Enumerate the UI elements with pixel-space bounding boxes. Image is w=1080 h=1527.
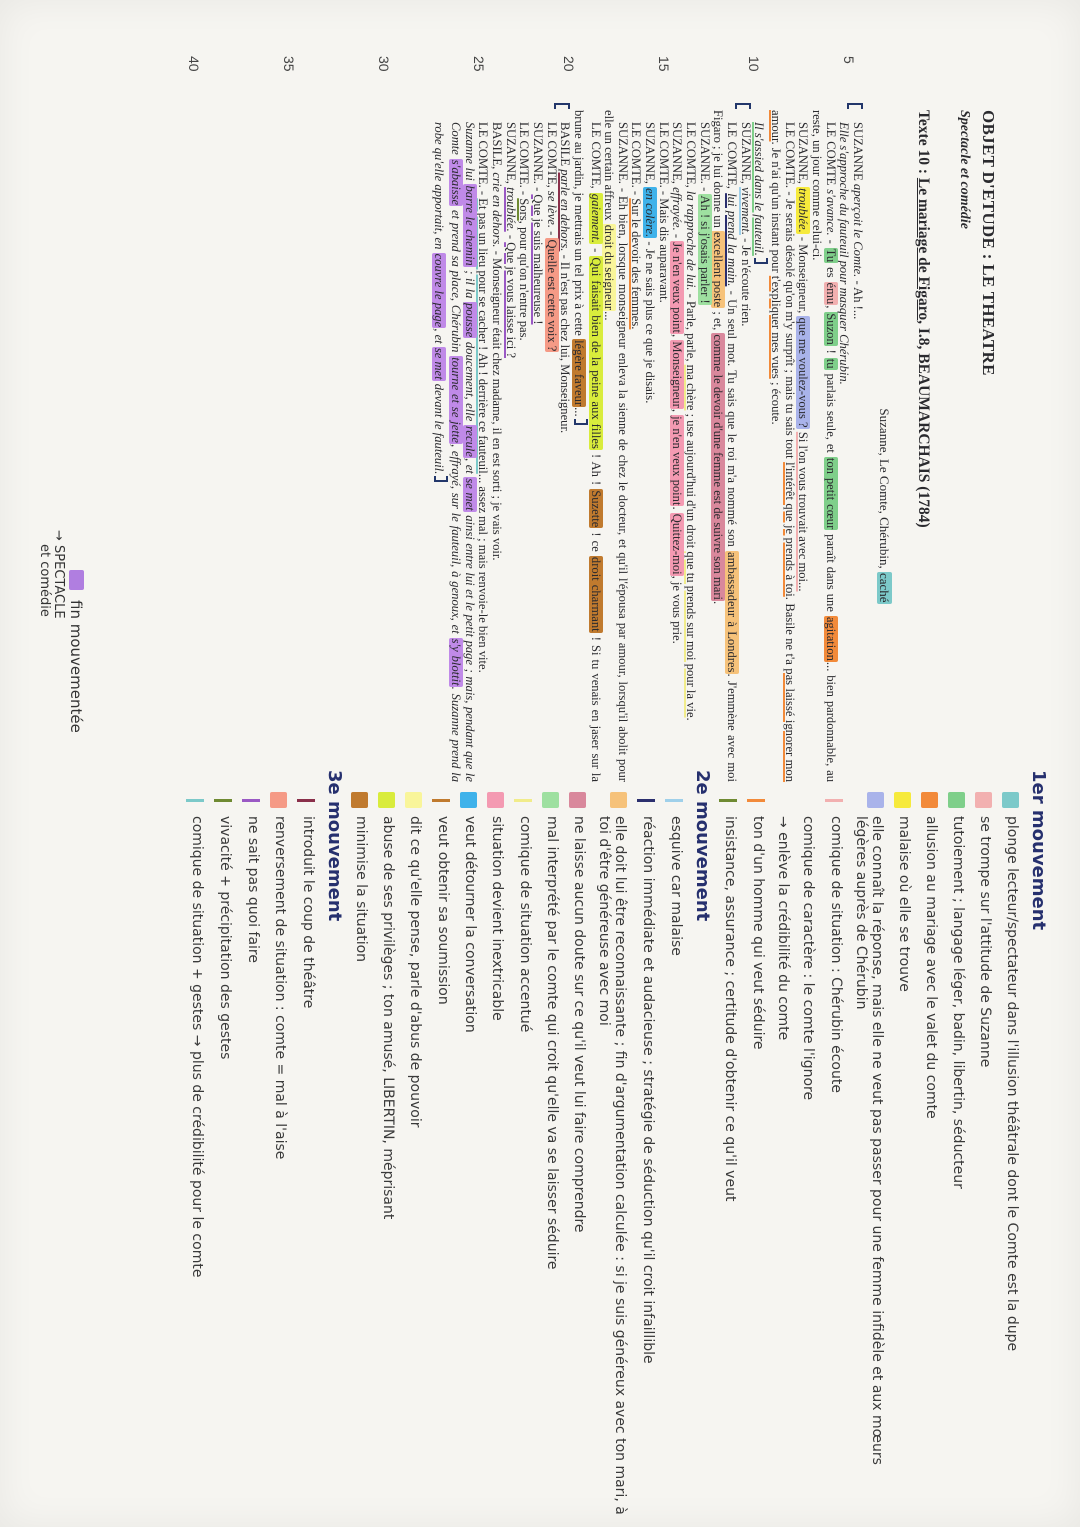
play-excerpt bbox=[432, 110, 998, 782]
highlighted-text: s'abaisse bbox=[448, 159, 463, 206]
highlighted-text: Je n'en veux point bbox=[670, 242, 685, 334]
text-segment: SUZANNE bbox=[851, 122, 865, 184]
note-text: plonge lecteur/spectateur dans l'illusion théâtrale dont le Comte est la dupe bbox=[1004, 816, 1020, 1352]
color-swatch-icon bbox=[405, 792, 423, 808]
highlighted-text: excellent poste bbox=[711, 232, 726, 308]
dialogue-paragraph bbox=[711, 110, 738, 782]
highlighted-text: couvre le page bbox=[432, 253, 447, 328]
color-line-icon bbox=[514, 792, 533, 808]
dialogue-paragraph bbox=[530, 110, 544, 782]
text-segment: . bbox=[670, 506, 685, 513]
note-item bbox=[948, 792, 966, 1517]
color-line-icon bbox=[297, 792, 316, 808]
text-segment: ! Ah ! bbox=[588, 449, 603, 490]
highlighted-text: pousse bbox=[462, 303, 477, 338]
highlighted-text: Quittez-moi bbox=[670, 513, 685, 575]
text-segment: , pour qu'on n'entre pas. bbox=[517, 220, 532, 341]
dialogue-paragraph bbox=[850, 110, 864, 782]
text-segment: se lève. bbox=[544, 190, 559, 228]
line-number: 20 bbox=[561, 56, 577, 72]
note-text: situation devient inextricable bbox=[489, 816, 505, 1021]
underlined-text: lui prend la main. bbox=[725, 193, 740, 287]
note-text: comique de situation accentué bbox=[517, 816, 533, 1033]
ending-arrow-text: → SPECTACLE bbox=[51, 530, 66, 619]
text-segment: la rapproche de lui. bbox=[684, 190, 699, 291]
characters-hidden: caché bbox=[877, 572, 892, 603]
note-text: introduit le coup de théâtre bbox=[300, 816, 316, 1009]
text-segment: SUZANNE, bbox=[503, 122, 518, 188]
color-swatch-icon bbox=[894, 792, 912, 808]
text-segment: aperçoit le Comte. bbox=[851, 183, 865, 278]
underlined-text: Que je vous laisse ici ? bbox=[503, 242, 518, 358]
document-subtitle: Spectacle et comédie bbox=[957, 110, 972, 229]
text-segment: - Parle, parle, bbox=[684, 290, 699, 365]
text-segment: - Je n'écoute rien. bbox=[738, 234, 753, 327]
highlighted-text: ému bbox=[823, 282, 838, 305]
ending-label: fin mouvementée bbox=[67, 600, 85, 733]
line-number: 25 bbox=[471, 56, 487, 72]
note-item bbox=[432, 792, 451, 1517]
text-segment: LE COMTE. - bbox=[629, 122, 644, 199]
note-text: réaction immédiate et audacieuse ; stratégie de séduction qu'il croit infaillible bbox=[640, 816, 656, 1364]
color-swatch-icon bbox=[867, 792, 885, 808]
note-text: dit ce qu'elle pense, parle d'abus de pouvoir bbox=[407, 816, 423, 1128]
text-segment: SUZANNE. - Eh bien, lorsque monseigneur enleva la sienne de chez le docteur, et qu'il l'épousa par amour, lorsqu'il abolit pour elle un certain affreux bbox=[602, 110, 630, 782]
note-item bbox=[542, 792, 560, 1517]
text-segment: ... bbox=[571, 407, 586, 417]
text-segment: ! ce bbox=[588, 528, 603, 556]
note-text: comique de situation + gestes → plus de crédibilité pour le comte bbox=[189, 816, 205, 1278]
underlined-text: troublée. bbox=[503, 187, 518, 232]
text-segment: LE COMTE. - bbox=[517, 122, 532, 199]
no-marker bbox=[790, 792, 791, 808]
note-item bbox=[637, 792, 656, 1517]
note-item bbox=[894, 792, 912, 1517]
dialogue-paragraph bbox=[837, 110, 851, 782]
note-item bbox=[800, 792, 816, 1517]
dialogue-paragraph bbox=[602, 110, 629, 782]
characters-line bbox=[876, 110, 892, 782]
highlighted-text: s'y blottit bbox=[448, 638, 463, 686]
underlined-text: Sors bbox=[517, 198, 532, 221]
text-segment: ; et, bbox=[711, 308, 726, 334]
color-swatch-icon bbox=[487, 792, 505, 808]
text-segment: . J'emmène avec moi Figaro ; je lui donne un bbox=[711, 110, 740, 782]
note-text: ton d'un homme qui veut séduire bbox=[750, 816, 766, 1050]
text-segment: LE COMTE. - Mais dis auparavant. bbox=[656, 122, 671, 303]
note-text: se trompe sur l'attitude de Suzanne bbox=[977, 816, 993, 1068]
text-segment: BASILE bbox=[558, 122, 573, 170]
highlighted-text: agitation bbox=[823, 616, 838, 661]
text-segment: . Suzanne prend la robe qu'elle apportait, en bbox=[432, 122, 463, 782]
highlighted-text: droit du seigneur bbox=[602, 224, 617, 311]
note-item bbox=[270, 792, 288, 1517]
note-text: elle connaît la réponse, mais elle ne veut pas passer pour une femme infidèle et aux mœurs légères auprès de Chérubin bbox=[853, 816, 885, 1465]
dialogue-paragraph bbox=[809, 110, 836, 782]
text-segment: LE COMTE, bbox=[544, 122, 559, 191]
color-swatch-icon bbox=[569, 792, 587, 808]
color-line-icon bbox=[637, 792, 656, 808]
note-text: insistance, assurance ; certitude d'obtenir ce qu'il veut bbox=[722, 816, 738, 1202]
note-item bbox=[242, 792, 261, 1517]
line-number: 5 bbox=[841, 56, 857, 64]
note-item bbox=[487, 792, 505, 1517]
color-swatch-icon bbox=[975, 792, 993, 808]
text-segment: et prend sa place, Chérubin bbox=[448, 206, 463, 357]
line-number: 30 bbox=[376, 56, 392, 72]
dialogue-paragraph bbox=[503, 110, 517, 782]
text-segment: ainsi entre lui et le petit page ; mais, pendant que le Comte bbox=[448, 122, 477, 782]
text-segment: - bbox=[670, 230, 685, 242]
text-segment: , effrayé, sur le fauteuil, à genoux, et bbox=[448, 443, 463, 638]
color-swatch-icon bbox=[610, 792, 628, 808]
text-segment: SUZANNE, bbox=[796, 122, 811, 188]
text-segment: ; il la bbox=[462, 266, 477, 302]
dialogue-paragraph bbox=[752, 110, 769, 782]
text-segment: ; écoute. bbox=[769, 378, 784, 425]
text-segment: - Ah !... bbox=[851, 277, 865, 320]
text-segment: LE COMTE, bbox=[588, 122, 603, 193]
text-segment: ... bbox=[602, 311, 617, 321]
note-item bbox=[747, 792, 766, 1517]
text-segment: - Monseigneur, bbox=[796, 233, 811, 317]
text-suffix: , I.8, BEAUMARCHAIS (1784) bbox=[915, 320, 932, 528]
dialogue-paragraph bbox=[629, 110, 643, 782]
text-segment: - Il n'est pas chez lui, Monseigneur. bbox=[558, 251, 573, 434]
note-item bbox=[665, 792, 684, 1517]
highlighted-text: troublée. bbox=[796, 188, 811, 233]
note-text: → enlève la crédibilité du comte bbox=[775, 816, 791, 1041]
underlined-text: l'intérêt que je prends à toi bbox=[782, 462, 797, 597]
note-item bbox=[853, 792, 885, 1517]
color-swatch-icon bbox=[270, 792, 288, 808]
text-title bbox=[914, 110, 932, 782]
color-swatch-icon bbox=[460, 792, 478, 808]
color-swatch-icon bbox=[1002, 792, 1020, 808]
highlighted-text: se met bbox=[462, 478, 477, 511]
note-text: veut détourner la conversation bbox=[462, 816, 478, 1033]
underlined-text: t'expliquer mes vues bbox=[769, 275, 784, 379]
note-text: vivacité + précipitation des gestes bbox=[217, 816, 233, 1060]
text-segment: s'avance. bbox=[823, 189, 838, 236]
text-segment: ... bien pardonnable, au reste, un jour comme celui-ci. bbox=[810, 110, 838, 783]
color-line-icon bbox=[719, 792, 738, 808]
note-item bbox=[921, 792, 939, 1517]
text-segment: SUZANNE, bbox=[670, 122, 685, 188]
note-item bbox=[975, 792, 993, 1517]
dialogue-paragraph bbox=[558, 110, 572, 782]
underlined-text: Sur le devoir des femmes. bbox=[629, 198, 644, 330]
note-text: abuse de ses privilèges ; ton amusé, LIBERTIN, méprisant bbox=[380, 816, 396, 1220]
color-line-icon bbox=[825, 792, 844, 808]
highlighted-text: comme le devoir d'une femme est de suivre son mari bbox=[711, 334, 726, 601]
text-segment: - Un seul mot. Tu sais que le roi m'a nommé son bbox=[725, 286, 740, 552]
note-text: minimise la situation bbox=[353, 816, 369, 963]
underlined-text: pas laissé ignorer mon amour bbox=[769, 110, 797, 783]
handwritten-notes bbox=[177, 770, 1052, 1517]
dialogue-paragraph bbox=[683, 110, 697, 782]
color-swatch-icon bbox=[948, 792, 966, 808]
note-item bbox=[514, 792, 533, 1517]
highlighted-text: se met bbox=[432, 347, 447, 380]
note-item bbox=[460, 792, 478, 1517]
note-text: comique de caractère : le comte l'ignore bbox=[800, 816, 816, 1101]
work-title: Le mariage de Figaro bbox=[915, 177, 932, 321]
underlined-text: que tu prends sur moi pour la vie bbox=[684, 551, 699, 718]
highlighted-text: Suzette bbox=[588, 490, 603, 528]
violet-swatch-icon bbox=[69, 570, 84, 590]
ending-arrow-text2: et comédie bbox=[37, 544, 52, 617]
dialogue-paragraph bbox=[571, 110, 601, 782]
dialogue-paragraph bbox=[643, 110, 657, 782]
underlined-text: parle en dehors. bbox=[558, 169, 573, 252]
dialogue-paragraph bbox=[768, 110, 795, 782]
note-item bbox=[186, 792, 205, 1517]
text-segment: effrayée. bbox=[670, 187, 685, 231]
text-segment: parlais seule, et bbox=[823, 369, 838, 457]
underlined-text: Si l'on vous trouvait avec moi... bbox=[796, 431, 811, 592]
document-title: OBJET D'ETUDE : LE THEATRE bbox=[979, 110, 998, 376]
text-segment: . bbox=[711, 601, 726, 605]
text-segment: LE COMTE. - Je serais désolé qu'on m'y surprît ; mais tu sais tout bbox=[782, 122, 797, 463]
note-item bbox=[719, 792, 738, 1517]
dialogue-paragraph bbox=[670, 110, 684, 782]
text-segment: Elle s'approche du fauteuil pour masquer Chérubin. bbox=[837, 122, 852, 385]
text-segment: LE COMTE. - bbox=[476, 122, 491, 199]
color-swatch-icon bbox=[351, 792, 369, 808]
dialogue-paragraph bbox=[656, 110, 670, 782]
line-number: 10 bbox=[746, 56, 762, 72]
text-segment: Suzanne lui bbox=[462, 122, 477, 185]
note-text: comique de situation : Chérubin écoute bbox=[828, 816, 844, 1093]
ending-note bbox=[37, 530, 85, 733]
text-segment: crie en dehors. bbox=[489, 172, 504, 248]
note-item bbox=[569, 792, 587, 1517]
line-number: 35 bbox=[281, 56, 297, 72]
text-segment: devant le fauteuil. bbox=[432, 380, 447, 475]
dialogue-paragraph bbox=[517, 110, 531, 782]
note-item bbox=[351, 792, 369, 1517]
text-segment: , je vous prie. bbox=[670, 575, 685, 644]
note-text: tutoiement ; langage léger, badin, libertin, séducteur bbox=[950, 816, 966, 1189]
color-line-icon bbox=[747, 792, 766, 808]
color-line-icon bbox=[242, 792, 261, 808]
text-segment: LE COMTE, bbox=[684, 122, 699, 191]
highlighted-text: recule bbox=[462, 425, 477, 457]
highlighted-text: tourne et se jette bbox=[448, 357, 463, 443]
text-segment: SUZANNE, bbox=[643, 122, 658, 188]
characters: Suzanne, Le Comte, Chérubin, bbox=[877, 408, 892, 572]
text-segment: ! Si tu venais en jaser sur la brune au jardin, je mettrais un tel prix à cette bbox=[571, 110, 603, 783]
color-swatch-icon bbox=[542, 792, 560, 808]
text-segment: ; use aujourd'hui d'un droit bbox=[684, 410, 699, 552]
dialogue-paragraph bbox=[697, 110, 711, 782]
text-segment: SUZANNE. - bbox=[697, 122, 712, 195]
text-segment: SUZANNE, bbox=[738, 122, 753, 188]
note-text: esquive car malaise bbox=[668, 816, 684, 956]
note-item bbox=[825, 792, 844, 1517]
highlighted-text: Suzon bbox=[823, 313, 838, 345]
color-swatch-icon bbox=[378, 792, 396, 808]
movement-heading: 3e mouvement bbox=[324, 770, 345, 922]
dialogue-paragraph bbox=[432, 110, 476, 782]
note-item bbox=[214, 792, 233, 1517]
highlighted-text: ton petit cœur bbox=[823, 457, 838, 530]
dialogue-paragraph bbox=[489, 110, 503, 782]
highlighted-text: droit charmant bbox=[588, 556, 603, 632]
highlighted-text: Quelle est cette voix ? bbox=[544, 239, 559, 352]
highlighted-text: en colère. bbox=[643, 188, 658, 238]
highlighted-text: barre le chemin bbox=[462, 185, 477, 266]
note-text: mal interprété par le comte qui croit qu'elle va se laisser séduire bbox=[544, 816, 560, 1270]
text-segment: , bbox=[670, 408, 685, 416]
highlighted-text: Tu bbox=[823, 248, 838, 263]
note-text: allusion au mariage avec le valet du comte bbox=[923, 816, 939, 1119]
highlighted-text: tu bbox=[823, 358, 838, 369]
highlighted-text: Qui faisait bien de la peine aux filles bbox=[588, 257, 603, 449]
color-line-icon bbox=[432, 792, 451, 808]
text-segment: - Monseigneur était chez madame, il en est sorti ; je vais voir. bbox=[489, 247, 504, 561]
text-segment: LE COMTE, bbox=[725, 122, 740, 194]
highlighted-text: je n'en veux point bbox=[670, 416, 685, 506]
color-swatch-icon bbox=[921, 792, 939, 808]
line-number: 40 bbox=[186, 56, 202, 72]
text-segment: , et bbox=[462, 457, 477, 478]
movement-heading: 2e mouvement bbox=[692, 770, 713, 922]
highlighted-text: gaiement. bbox=[588, 193, 603, 244]
text-segment: SUZANNE. - bbox=[530, 122, 545, 195]
dialogue-body bbox=[432, 110, 864, 782]
text-segment: . bbox=[684, 717, 699, 721]
highlighted-text: légère faveur bbox=[571, 340, 586, 407]
text-segment: - Je ne sais plus ce que je disais. bbox=[643, 238, 658, 404]
text-segment: - bbox=[544, 227, 559, 239]
line-number: 15 bbox=[656, 56, 672, 72]
text-segment: , et bbox=[432, 328, 447, 347]
text-segment: LE COMTE bbox=[823, 122, 838, 190]
color-line-icon bbox=[214, 792, 233, 808]
note-text: ne laisse aucun doute sur ce qu'il veut lui faire comprendre bbox=[571, 816, 587, 1233]
underlined-text: ma chère bbox=[684, 364, 699, 411]
highlighted-text: Monseigneur bbox=[670, 341, 685, 408]
movement-heading: 1er mouvement bbox=[1028, 770, 1049, 931]
note-text: veut obtenir sa soumission bbox=[435, 816, 451, 1005]
text-segment: paraît dans une bbox=[823, 530, 838, 616]
note-text: renversement de situation : comte = mal à l'aise bbox=[272, 816, 288, 1160]
note-item bbox=[405, 792, 423, 1517]
text-segment: , bbox=[823, 305, 838, 313]
dialogue-paragraph bbox=[796, 110, 810, 782]
text-segment: , bbox=[670, 334, 685, 341]
note-text: malaise où elle se trouve bbox=[896, 816, 912, 992]
underlined-text: Que je suis malheureuse ! bbox=[530, 194, 545, 325]
highlighted-text: Ah ! si j'osais parler ! bbox=[697, 195, 712, 304]
text-segment: - bbox=[503, 231, 518, 243]
color-line-icon bbox=[186, 792, 205, 808]
highlighted-text: ambassadeur à Londres bbox=[725, 552, 740, 673]
note-text: ne sait pas quoi faire bbox=[245, 816, 261, 963]
text-segment: ! bbox=[823, 345, 838, 358]
color-line-icon bbox=[665, 792, 684, 808]
note-text: elle doit lui être reconnaissante ; fin d'argumentation calculée : si je suis généreux avec ton mari, à toi d'être généreuse avec moi bbox=[596, 816, 628, 1515]
underlined-text: vivement. bbox=[738, 187, 753, 235]
no-marker bbox=[815, 792, 816, 808]
note-item bbox=[1002, 792, 1020, 1517]
text-segment: doucement, elle bbox=[462, 338, 477, 425]
text-segment: BASILE, bbox=[489, 122, 504, 173]
text-segment: - bbox=[588, 244, 603, 257]
highlighted-text: que me voulez-vous ? bbox=[796, 317, 811, 428]
note-item bbox=[297, 792, 316, 1517]
dialogue-paragraph bbox=[738, 110, 752, 782]
text-prefix: Texte 10 : bbox=[915, 110, 932, 178]
note-item bbox=[775, 792, 791, 1517]
text-segment: . Je n'ai qu'un instant pour bbox=[769, 141, 784, 276]
underlined-text: Il s'assied dans le fauteuil. bbox=[752, 122, 767, 256]
text-segment: ... assez mal ; mais renvoie-le bien vite. bbox=[476, 473, 491, 673]
underlined-text: Et pas un lieu pour se cacher ! Ah ! derrière ce fauteuil bbox=[476, 198, 491, 474]
text-segment: - bbox=[823, 235, 838, 248]
note-item bbox=[596, 792, 628, 1517]
text-segment: . Basile ne t'a bbox=[782, 596, 797, 669]
dialogue-paragraph bbox=[544, 110, 558, 782]
text-segment: es bbox=[823, 263, 838, 282]
dialogue-paragraph bbox=[476, 110, 490, 782]
note-item bbox=[378, 792, 396, 1517]
